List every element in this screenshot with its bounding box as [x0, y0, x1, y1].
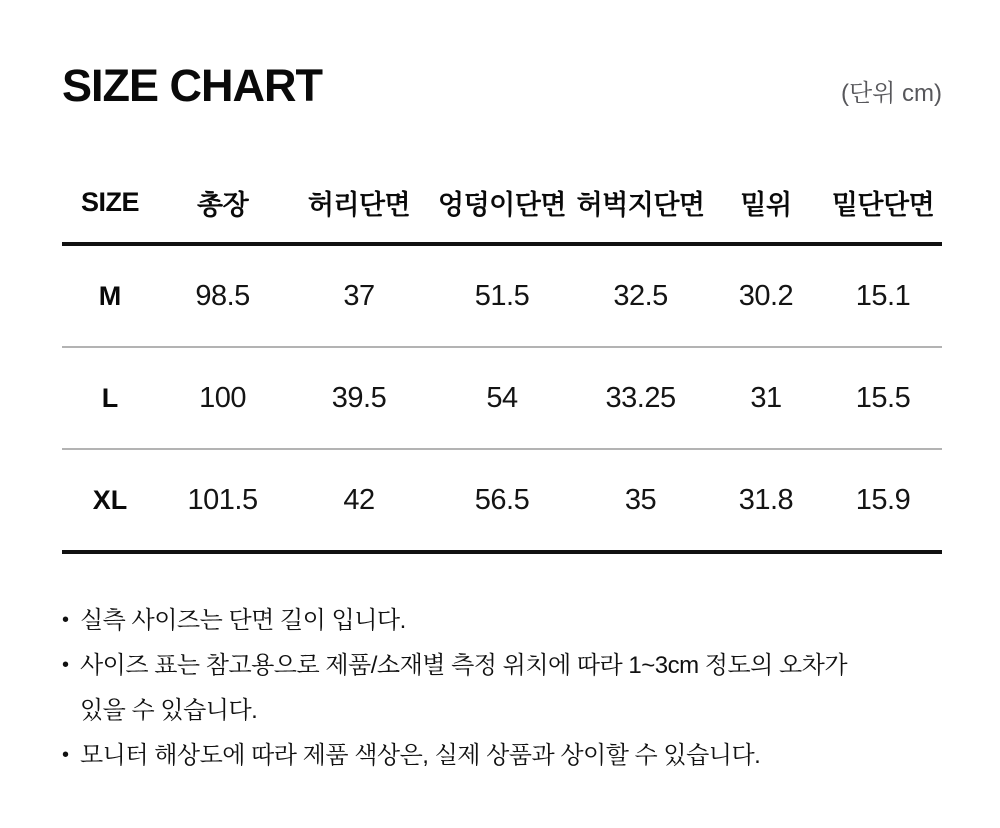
table-row-l [62, 347, 942, 449]
note-text: 사이즈 표는 참고용으로 제품/소재별 측정 위치에 따라 1~3cm 정도의 오차가 있을 수 있습니다. [80, 652, 848, 724]
cell-total-length: 100 [158, 347, 287, 449]
note-item [62, 643, 874, 733]
cell-hem: 15.1 [824, 244, 942, 347]
cell-hip: 54 [431, 347, 574, 449]
size-table [62, 162, 942, 554]
cell-total-length: 101.5 [158, 449, 287, 552]
table-row-m [62, 244, 942, 347]
cell-rise: 30.2 [708, 244, 824, 347]
column-header-hem: 밑단단면 [824, 162, 942, 244]
cell-hip: 51.5 [431, 244, 574, 347]
table-row-xl [62, 449, 942, 552]
cell-thigh: 33.25 [573, 347, 708, 449]
note-text: 모니터 해상도에 따라 제품 색상은, 실제 상품과 상이할 수 있습니다. [80, 742, 761, 769]
note-item [62, 733, 874, 778]
cell-hem: 15.5 [824, 347, 942, 449]
cell-rise: 31.8 [708, 449, 824, 552]
row-size-label: L [62, 347, 158, 449]
bullet-icon: • [62, 609, 69, 631]
cell-hip: 56.5 [431, 449, 574, 552]
column-header-waist: 허리단면 [287, 162, 430, 244]
row-size-label: M [62, 244, 158, 347]
table-header-row [62, 162, 942, 244]
cell-hem: 15.9 [824, 449, 942, 552]
column-header-thigh: 허벅지단면 [573, 162, 708, 244]
header [62, 62, 942, 110]
cell-waist: 37 [287, 244, 430, 347]
column-header-total-length: 총장 [158, 162, 287, 244]
cell-thigh: 35 [573, 449, 708, 552]
bullet-icon: • [62, 744, 69, 766]
cell-total-length: 98.5 [158, 244, 287, 347]
cell-waist: 39.5 [287, 347, 430, 449]
cell-thigh: 32.5 [573, 244, 708, 347]
column-header-hip: 엉덩이단면 [431, 162, 574, 244]
note-item [62, 598, 874, 643]
page-title: SIZE CHART [62, 60, 322, 111]
cell-waist: 42 [287, 449, 430, 552]
cell-rise: 31 [708, 347, 824, 449]
column-header-size: SIZE [62, 162, 158, 244]
notes-list [62, 598, 874, 778]
unit-label: (단위 cm) [840, 80, 942, 107]
column-header-rise: 밑위 [708, 162, 824, 244]
row-size-label: XL [62, 449, 158, 552]
note-text: 실측 사이즈는 단면 길이 입니다. [80, 607, 406, 634]
bullet-icon: • [62, 654, 69, 676]
